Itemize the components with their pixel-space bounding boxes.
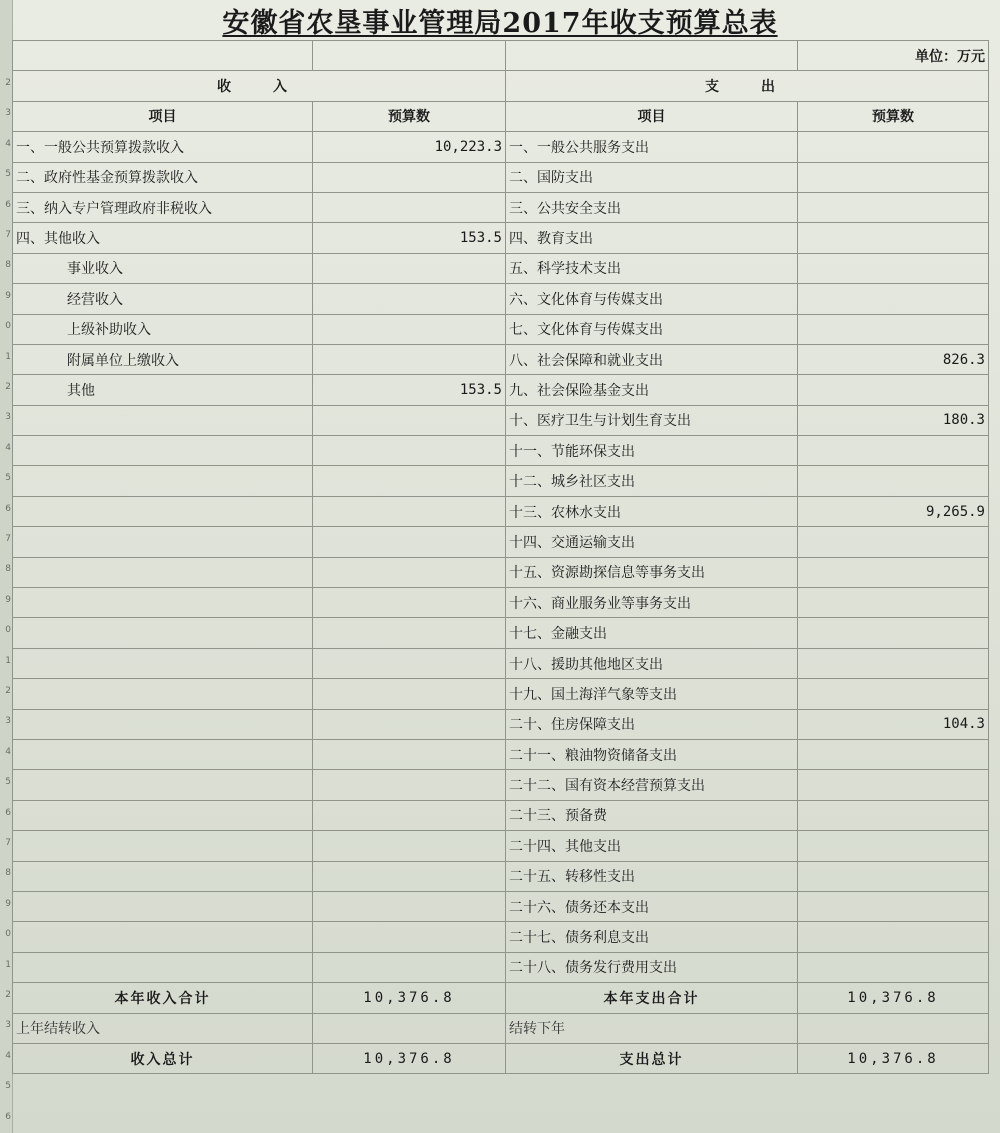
table-row	[13, 831, 989, 861]
row-number: 6	[5, 503, 11, 514]
expense-value-cell[interactable]: 180.3	[798, 405, 989, 435]
income-item-cell[interactable]: 二、政府性基金预算拨款收入	[13, 162, 313, 192]
table-row	[13, 436, 989, 466]
table-row	[13, 405, 989, 435]
income-value-cell[interactable]	[313, 496, 506, 526]
income-item-cell[interactable]	[13, 527, 313, 557]
income-value-cell[interactable]: 153.5	[313, 223, 506, 253]
expense-item-cell[interactable]: 十一、节能环保支出	[506, 436, 798, 466]
income-item-cell[interactable]: 四、其他收入	[13, 223, 313, 253]
income-item-cell[interactable]	[13, 557, 313, 587]
table-row	[13, 648, 989, 678]
expense-item-header[interactable]: 项目	[506, 101, 798, 131]
expense-value-cell[interactable]	[798, 314, 989, 344]
income-value-cell[interactable]	[313, 162, 506, 192]
row-number: 5	[5, 473, 11, 484]
income-item-cell[interactable]	[13, 891, 313, 921]
table-row	[13, 739, 989, 769]
income-value-cell[interactable]	[313, 618, 506, 648]
carry-out-label[interactable]: 结转下年	[506, 1013, 798, 1043]
expense-budget-header[interactable]: 预算数	[798, 101, 989, 131]
expense-item-cell[interactable]: 二十三、预备费	[506, 800, 798, 830]
income-item-cell[interactable]: 其他	[13, 375, 313, 405]
expense-item-cell[interactable]: 二十六、债务还本支出	[506, 891, 798, 921]
expense-value-cell[interactable]	[798, 527, 989, 557]
expense-item-cell[interactable]: 三、公共安全支出	[506, 192, 798, 222]
expense-item-cell[interactable]: 十、医疗卫生与计划生育支出	[506, 405, 798, 435]
row-number: 3	[5, 412, 11, 423]
expense-value-cell[interactable]	[798, 588, 989, 618]
carry-row	[13, 1013, 989, 1043]
expense-value-cell[interactable]	[798, 648, 989, 678]
row-number: 7	[5, 534, 11, 544]
table-row	[13, 679, 989, 709]
year-income-label[interactable]: 本年收入合计	[13, 983, 313, 1013]
income-item-cell[interactable]	[13, 800, 313, 830]
table-row	[13, 527, 989, 557]
expense-value-cell[interactable]	[798, 253, 989, 283]
income-item-cell[interactable]: 附属单位上缴收入	[13, 344, 313, 374]
income-item-cell[interactable]	[13, 861, 313, 891]
page-title	[0, 0, 1000, 40]
row-number: 3	[5, 716, 11, 727]
row-number: 1	[5, 351, 11, 362]
expense-item-cell[interactable]: 十七、金融支出	[506, 618, 798, 648]
expense-item-cell[interactable]: 二十五、转移性支出	[506, 861, 798, 891]
row-number: 7	[5, 230, 11, 240]
income-item-cell[interactable]	[13, 405, 313, 435]
expense-value-cell[interactable]	[798, 831, 989, 861]
table-row	[13, 284, 989, 314]
income-value-cell[interactable]	[313, 588, 506, 618]
table-row	[13, 375, 989, 405]
row-number: 1	[5, 959, 11, 970]
expense-item-cell[interactable]: 二十八、债务发行费用支出	[506, 952, 798, 982]
expense-item-cell[interactable]: 十五、资源勘探信息等事务支出	[506, 557, 798, 587]
income-value-cell[interactable]	[313, 952, 506, 982]
income-item-cell[interactable]	[13, 496, 313, 526]
table-row	[13, 800, 989, 830]
table-row	[13, 466, 989, 496]
table-row	[13, 891, 989, 921]
expense-item-cell[interactable]: 二十四、其他支出	[506, 831, 798, 861]
income-value-cell[interactable]	[313, 527, 506, 557]
table-row	[13, 223, 989, 253]
expense-item-cell[interactable]: 二十、住房保障支出	[506, 709, 798, 739]
expense-item-cell[interactable]: 十六、商业服务业等事务支出	[506, 588, 798, 618]
carry-in-label[interactable]: 上年结转收入	[13, 1013, 313, 1043]
expense-item-cell[interactable]: 二、国防支出	[506, 162, 798, 192]
row-number: 8	[5, 260, 11, 271]
table-row	[13, 952, 989, 982]
income-item-cell[interactable]	[13, 588, 313, 618]
row-number: 4	[5, 746, 11, 757]
row-number: 7	[5, 838, 11, 848]
expense-value-cell[interactable]: 826.3	[798, 344, 989, 374]
expense-item-cell[interactable]: 八、社会保障和就业支出	[506, 344, 798, 374]
table-row	[13, 588, 989, 618]
income-item-cell[interactable]	[13, 922, 313, 952]
row-number: 6	[5, 1111, 11, 1122]
expense-value-cell[interactable]	[798, 679, 989, 709]
expense-value-cell[interactable]	[798, 922, 989, 952]
expense-value-cell[interactable]	[798, 891, 989, 921]
title-text: 安徽省农垦事业管理局2017年收支预算总表	[222, 7, 778, 39]
income-item-cell[interactable]	[13, 952, 313, 982]
table-row	[13, 496, 989, 526]
income-item-cell[interactable]	[13, 770, 313, 800]
row-number: 2	[5, 382, 11, 392]
row-number: 1	[5, 655, 11, 666]
row-number: 0	[5, 321, 11, 332]
year-income-value[interactable]: 10,376.8	[313, 983, 506, 1013]
income-item-cell[interactable]: 经营收入	[13, 284, 313, 314]
income-item-cell[interactable]: 一、一般公共预算拨款收入	[13, 132, 313, 162]
cell[interactable]	[313, 41, 506, 71]
table-row	[13, 344, 989, 374]
expense-value-cell[interactable]	[798, 800, 989, 830]
section-header-row	[13, 71, 989, 101]
income-item-cell[interactable]: 三、纳入专户管理政府非税收入	[13, 192, 313, 222]
unit-row	[13, 41, 989, 71]
table-row	[13, 132, 989, 162]
expense-value-cell[interactable]	[798, 162, 989, 192]
cell[interactable]	[506, 41, 798, 71]
expense-item-cell[interactable]: 十四、交通运输支出	[506, 527, 798, 557]
income-value-cell[interactable]	[313, 344, 506, 374]
expense-item-cell[interactable]: 十三、农林水支出	[506, 496, 798, 526]
year-total-row	[13, 983, 989, 1013]
expense-item-cell[interactable]: 七、文化体育与传媒支出	[506, 314, 798, 344]
unit-label[interactable]: 单位：万元	[798, 41, 989, 71]
table-row	[13, 314, 989, 344]
row-number: 2	[5, 990, 11, 1000]
expense-total-label[interactable]: 支出总计	[506, 1043, 798, 1073]
income-value-cell[interactable]	[313, 284, 506, 314]
expense-value-cell[interactable]: 9,265.9	[798, 496, 989, 526]
income-value-cell[interactable]	[313, 436, 506, 466]
table-row	[13, 709, 989, 739]
expense-item-cell[interactable]: 十九、国土海洋气象等支出	[506, 679, 798, 709]
table-row	[13, 922, 989, 952]
row-number: 4	[5, 1050, 11, 1061]
table-row	[13, 192, 989, 222]
income-value-cell[interactable]	[313, 861, 506, 891]
budget-table	[12, 40, 989, 1074]
expense-item-cell[interactable]: 四、教育支出	[506, 223, 798, 253]
row-number: 0	[5, 625, 11, 636]
row-number: 3	[5, 108, 11, 119]
expense-total-value[interactable]: 10,376.8	[798, 1043, 989, 1073]
carry-out-value[interactable]	[798, 1013, 989, 1043]
row-number: 8	[5, 868, 11, 879]
income-value-cell[interactable]	[313, 314, 506, 344]
expense-value-cell[interactable]	[798, 739, 989, 769]
expense-value-cell[interactable]	[798, 132, 989, 162]
expense-value-cell[interactable]	[798, 861, 989, 891]
row-number: 9	[5, 594, 11, 605]
expense-header[interactable]: 支 出	[506, 71, 989, 101]
year-expense-label[interactable]: 本年支出合计	[506, 983, 798, 1013]
carry-in-value[interactable]	[313, 1013, 506, 1043]
table-row	[13, 253, 989, 283]
expense-item-cell[interactable]: 二十一、粮油物资储备支出	[506, 739, 798, 769]
row-number: 9	[5, 898, 11, 909]
grand-total-row	[13, 1043, 989, 1073]
income-value-cell[interactable]	[313, 709, 506, 739]
expense-value-cell[interactable]	[798, 557, 989, 587]
row-number: 2	[5, 686, 11, 696]
row-number: 0	[5, 929, 11, 940]
income-value-cell[interactable]: 10,223.3	[313, 132, 506, 162]
row-number: 5	[5, 169, 11, 180]
expense-value-cell[interactable]	[798, 375, 989, 405]
income-value-cell[interactable]	[313, 192, 506, 222]
expense-item-cell[interactable]: 一、一般公共服务支出	[506, 132, 798, 162]
income-value-cell[interactable]	[313, 679, 506, 709]
income-budget-header[interactable]: 预算数	[313, 101, 506, 131]
expense-item-cell[interactable]: 十二、城乡社区支出	[506, 466, 798, 496]
income-header[interactable]: 收 入	[13, 71, 506, 101]
row-number: 5	[5, 777, 11, 788]
row-number: 4	[5, 442, 11, 453]
expense-value-cell[interactable]	[798, 284, 989, 314]
row-number: 5	[5, 1081, 11, 1092]
income-value-cell[interactable]	[313, 557, 506, 587]
income-item-cell[interactable]	[13, 831, 313, 861]
expense-value-cell[interactable]	[798, 192, 989, 222]
income-value-cell[interactable]	[313, 831, 506, 861]
table-row	[13, 618, 989, 648]
income-item-cell[interactable]	[13, 618, 313, 648]
expense-value-cell[interactable]	[798, 466, 989, 496]
income-value-cell[interactable]	[313, 891, 506, 921]
expense-item-cell[interactable]: 二十七、债务利息支出	[506, 922, 798, 952]
cell[interactable]	[13, 41, 313, 71]
income-value-cell[interactable]	[313, 648, 506, 678]
income-item-cell[interactable]	[13, 436, 313, 466]
row-number: 6	[5, 199, 11, 210]
income-item-header[interactable]: 项目	[13, 101, 313, 131]
income-total-value[interactable]: 10,376.8	[313, 1043, 506, 1073]
expense-item-cell[interactable]: 六、文化体育与传媒支出	[506, 284, 798, 314]
row-number: 8	[5, 564, 11, 575]
expense-item-cell[interactable]: 十八、援助其他地区支出	[506, 648, 798, 678]
expense-value-cell[interactable]: 104.3	[798, 709, 989, 739]
row-number: 6	[5, 807, 11, 818]
expense-value-cell[interactable]	[798, 770, 989, 800]
column-header-row	[13, 101, 989, 131]
income-total-label[interactable]: 收入总计	[13, 1043, 313, 1073]
income-value-cell[interactable]	[313, 405, 506, 435]
table-row	[13, 162, 989, 192]
expense-value-cell[interactable]	[798, 952, 989, 982]
income-value-cell[interactable]	[313, 770, 506, 800]
row-number: 4	[5, 138, 11, 149]
income-item-cell[interactable]	[13, 466, 313, 496]
income-item-cell[interactable]: 事业收入	[13, 253, 313, 283]
income-item-cell[interactable]	[13, 709, 313, 739]
income-value-cell[interactable]	[313, 739, 506, 769]
income-item-cell[interactable]: 上级补助收入	[13, 314, 313, 344]
income-item-cell[interactable]	[13, 648, 313, 678]
expense-value-cell[interactable]	[798, 618, 989, 648]
table-row	[13, 861, 989, 891]
expense-value-cell[interactable]	[798, 436, 989, 466]
expense-item-cell[interactable]: 二十二、国有资本经营预算支出	[506, 770, 798, 800]
table-row	[13, 770, 989, 800]
expense-value-cell[interactable]	[798, 223, 989, 253]
table-row	[13, 557, 989, 587]
income-value-cell[interactable]	[313, 253, 506, 283]
income-value-cell[interactable]	[313, 466, 506, 496]
income-value-cell[interactable]	[313, 800, 506, 830]
expense-item-cell[interactable]: 五、科学技术支出	[506, 253, 798, 283]
expense-item-cell[interactable]: 九、社会保险基金支出	[506, 375, 798, 405]
row-number: 2	[5, 78, 11, 88]
income-value-cell[interactable]	[313, 922, 506, 952]
row-number: 3	[5, 1020, 11, 1031]
income-item-cell[interactable]	[13, 739, 313, 769]
income-value-cell[interactable]: 153.5	[313, 375, 506, 405]
row-number: 9	[5, 290, 11, 301]
income-item-cell[interactable]	[13, 679, 313, 709]
year-expense-value[interactable]: 10,376.8	[798, 983, 989, 1013]
